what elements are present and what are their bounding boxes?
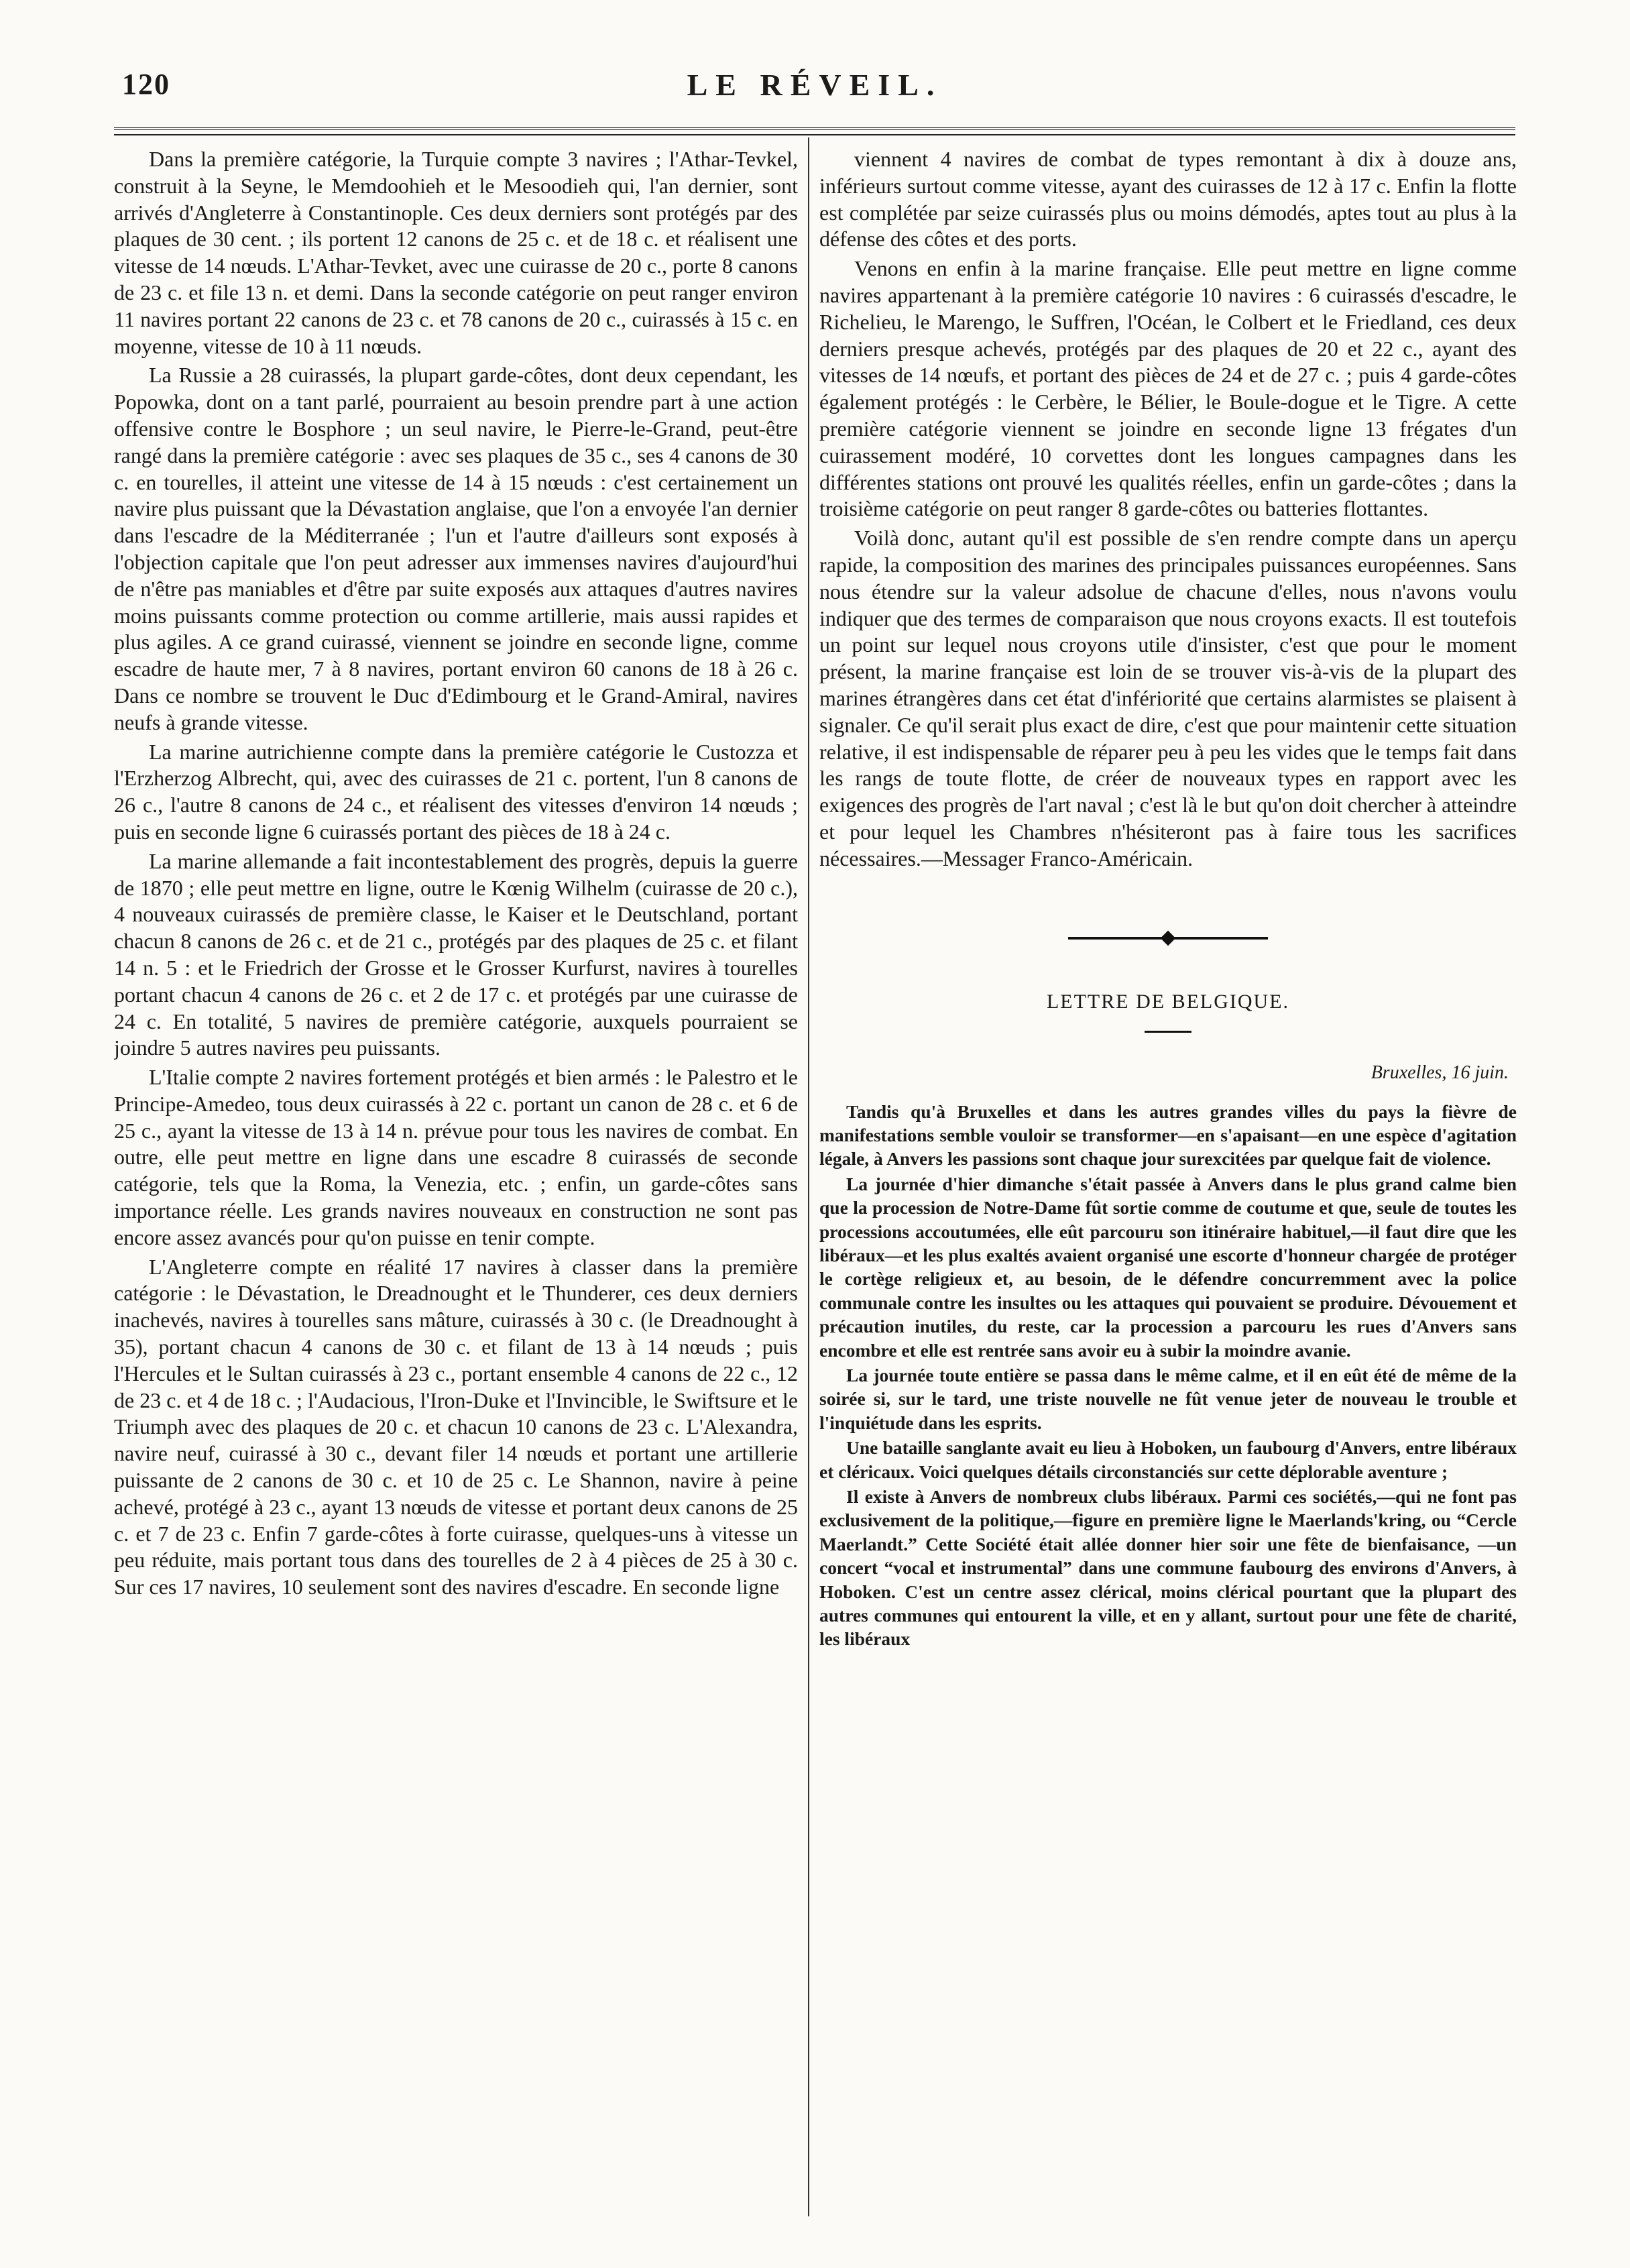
column-rule (808, 137, 809, 2216)
header-rule (114, 127, 1515, 135)
page-number: 120 (122, 68, 170, 101)
running-title: LE RÉVEIL. (687, 68, 943, 102)
letter-paragraph: Il existe à Anvers de nombreux clubs libéraux. Parmi ces sociétés,—qui ne font pas exclusivement de la politique,—figure en première ligne le Maerlands'kring, ou “Cercle Maerlandt.” Cette Société était allée donner hier soir une fête de bienfaisance, —un concert “vocal et instrumental” dans une commune faubourg des environs d'Anvers, à Hoboken. C'est un centre assez clérical, moins clérical pourtant que la plupart des autres communes qui entourent la ville, et en y allant, surtout pour une fête de charité, les libéraux (819, 1486, 1517, 1650)
paragraph-italie: L'Italie compte 2 navires fortement protégés et bien armés : le Palestro et le Principe-Amedeo, tous deux cuirassés à 22 c. portant un canon de 28 c. et 6 de 25 c., ayant la vitesse de 13 à 14 n. prévue pour tous les navires de combat. En outre, elle peut mettre en ligne dans une escadre 8 cuirassés de seconde catégorie, tels que la Roma, la Venezia, etc. ; enfin, un garde-côtes sans importance réelle. Les grands navires nouveaux en construction ne sont pas encore assez avancés pour qu'on puisse en tenir compte. (114, 1065, 798, 1249)
paragraph-russie: La Russie a 28 cuirassés, la plupart garde-côtes, dont deux cependant, les Popowka, dont on a tant parlé, pourraient au besoin prendre part à une action offensive contre le Bosphore ; un seul navire, le Pierre-le-Grand, peut-être rangé dans la première catégorie : avec ses plaques de 35 c., ses 4 canons de 30 c. en tourelles, il atteint une vitesse de 14 à 15 nœuds : c'est certainement un navire plus puissant que la Dévastation anglaise, que l'on a envoyée l'an dernier dans l'escadre de la Méditerranée ; l'un et l'autre d'ailleurs sont exposés à l'objection capitale que l'on peut adresser aux immenses navires d'aujourd'hui de n'être pas maniables et d'être par suite exposés aux attaques d'autres navires moins puissants comme protection ou comme artillerie, mais aussi rapides et plus agiles. A ce grand cuirassé, viennent se joindre en seconde ligne, comme escadre de haute mer, 7 à 8 navires, portant environ 60 canons de 18 à 26 c. Dans ce nombre se trouvent le Duc d'Edimbourg et le Grand-Amiral, navires neufs à grande vitesse. (114, 363, 798, 734)
page-header (114, 67, 1515, 114)
letter-paragraph: Une bataille sanglante avait eu lieu à Hoboken, un faubourg d'Anvers, entre libéraux et cléricaux. Voici quelques détails circonstanciés sur cette déplorable aventure ; (819, 1437, 1517, 1482)
paragraph-turquie: Dans la première catégorie, la Turquie compte 3 navires ; l'Athar-Tevkel, construit à la Seyne, le Memdoohieh et le Mesoodieh qui, l'an dernier, sont arrivés d'Angleterre à Constantinople. Ces deux derniers sont protégés par des plaques de 30 cent. ; ils portent 12 canons de 25 c. et de 18 c. et réalisent une vitesse de 14 nœuds. L'Athar-Tevket, avec une cuirasse de 20 c., porte 8 canons de 23 c. et file 13 n. et demi. Dans la seconde catégorie on peut ranger environ 11 navires portant 22 canons de 23 c. et 78 canons de 20 c., cuirassés à 15 c. en moyenne, vitesse de 10 à 11 nœuds. (114, 147, 798, 358)
paragraph-angleterre: L'Angleterre compte en réalité 17 navires à classer dans la première catégorie : le Dévastation, le Dreadnought et le Thunderer, ces deux derniers inachevés, navires à tourelles sans mâture, cuirassés à 30 c. (le Dreadnought à 35), portant chacun 4 canons de 30 c. et filant de 13 à 14 nœuds ; puis l'Hercules et le Sultan cuirassés à 23 c., portant ensemble 4 canons de 22 c., 12 de 23 c. et 4 de 18 c. ; l'Audacious, l'Iron-Duke et l'Invincible, le Swiftsure et le Triumph avec des plaques de 20 c. et chacun 10 canons de 23 c. L'Alexandra, navire neuf, cuirassé à 30 c., devant filer 14 nœuds et portant une artillerie puissante de 2 canons de 30 c. et 10 de 25 c. Le Shannon, navire à peine achevé, protégé à 23 c., ayant 13 nœuds de vitesse et portant deux canons de 25 c. et 7 de 23 c. Enfin 7 garde-côtes à forte cuirasse, quelques-uns à vitesse un peu réduite, mais portant tous dans des tourelles de 2 à 4 pièces de 25 à 30 c. Sur ces 17 navires, 10 seulement sont des navires d'escadre. En seconde ligne (114, 1254, 798, 1599)
ornament-bar-left (1068, 937, 1165, 940)
paragraph-allemagne: La marine allemande a fait incontestablement des progrès, depuis la guerre de 1870 ; elle peut mettre en ligne, outre le Kœnig Wilhelm (cuirasse de 20 c.), 4 nouveaux cuirassés de première classe, le Kaiser et le Deutschland, portant chacun 8 canons de 26 c. et de 21 c., protégés par des plaques de 25 c. et filant 14 n. 5 : et le Friedrich der Grosse et le Grosser Kurfurst, navires à tourelles portant chacun 4 canons de 26 c. et 2 de 17 c. et protégés par une cuirasse de 24 c. En totalité, 5 navires de première catégorie, auxquels pourraient se joindre 5 autres navires peu puissants. (114, 848, 798, 1060)
paragraph-angleterre-suite: viennent 4 navires de combat de types remontant à dix à douze ans, inférieurs surtout comme vitesse, ayant des cuirasses de 12 à 17 c. Enfin la flotte est complétée par seize cuirassés plus ou moins démodés, aptes tout au plus à la défense des côtes et des ports. (819, 147, 1517, 251)
letter-paragraph: La journée d'hier dimanche s'était passée à Anvers dans le plus grand calme bien que la procession de Notre-Dame fût sortie comme de coutume et que, seule de toutes les processions accoutumées, elle eût parcouru son itinéraire habituel,—il faut dire que les libéraux—et les plus exaltés avaient organisé une escorte d'honneur chargée de protéger le cortège religieux et, au besoin, de le défendre concurremment avec la police communale contre les insultes ou les attaques qui pouvaient se produire. Dévouement et précaution inutiles, du reste, car la procession a parcouru les rues d'Anvers sans encombre et elle est rentrée sans avoir eu à subir la moindre avanie. (819, 1173, 1517, 1361)
letter-dateline: Bruxelles, 16 juin. (1371, 1062, 1509, 1083)
paragraph-france: Venons en enfin à la marine française. Elle peut mettre en ligne comme navires appartenant à la première catégorie 10 navires : 6 cuirassés d'escadre, le Richelieu, le Marengo, le Suffren, l'Océan, le Colbert et le Friedland, ces deux derniers presque achevés, protégés par des plaques de 20 et 22 c., ayant des vitesses de 14 nœufs, et portant des pièces de 24 et de 27 c. ; puis 4 garde-côtes également protégés : le Cerbère, le Bélier, le Boule-dogue et le Tigre. A cette première catégorie viennent se joindre en seconde ligne 13 frégates d'un cuirassement modéré, 10 corvettes dont les longues campagnes dans les différentes stations ont prouvé les qualités réelles, enfin un garde-côtes ; dans la troisième catégorie on peut ranger 8 garde-côtes ou batteries flottantes. (819, 256, 1517, 521)
left-column (114, 146, 798, 2214)
section-ornament (819, 933, 1517, 944)
paragraph-conclusion: Voilà donc, autant qu'il est possible de s'en rendre compte dans un aperçu rapide, la composition des marines des principales puissances européennes. Sans nous étendre sur la valeur adsolue de chacune d'elles, nous n'avons voulu indiquer que des termes de comparaison que nous croyons exacts. Il est toutefois un point sur lequel nous croyons utile d'insister, c'est que pour le moment présent, la marine française est loin de se trouver vis-à-vis de la plupart des marines étrangères dans cet état d'infériorité que certains alarmistes se plaisent à signaler. Ce qu'il serait plus exact de dire, c'est que pour maintenir cette situation relative, il est indispensable de réparer peu à peu les vides que le temps fait dans les rangs de toute flotte, de créer de nouveaux types en rapport avec les exigences des progrès de l'art naval ; c'est là le but qu'on doit chercher à atteindre et pour lequel les Chambres n'hésiteront pas à faire tous les sacrifices nécessaires.—Messager Franco-Américain. (819, 526, 1517, 870)
right-column (819, 146, 1517, 2214)
paragraph-autriche: La marine autrichienne compte dans la première catégorie le Custozza et l'Erzherzog Albrecht, qui, avec des cuirasses de 21 c. portent, l'un 8 canons de 26 c., l'autre 8 canons de 24 c., et réalisent des vitesses d'environ 14 nœuds ; puis en seconde ligne 6 cuirassés portant des pièces de 18 à 24 c. (114, 739, 798, 844)
letter-title: LETTRE DE BELGIQUE. (1046, 990, 1290, 1013)
letter-paragraph: Tandis qu'à Bruxelles et dans les autres grandes villes du pays la fièvre de manifestations semble vouloir se transformer—en s'apaisant—en une espèce d'agitation légale, à Anvers les passions sont chaque jour surexcitées par quelque fait de violence. (819, 1100, 1517, 1170)
letter-paragraph: La journée toute entière se passa dans le même calme, et il en eût été de même de la soirée si, sur le tard, une triste nouvelle ne fût venue jeter de nouveau le trouble et l'inquiétude dans les esprits. (819, 1364, 1517, 1433)
ornament-bar-right (1171, 937, 1268, 940)
letter-title-rule (1145, 1031, 1191, 1033)
ornament-diamond (1161, 930, 1176, 946)
